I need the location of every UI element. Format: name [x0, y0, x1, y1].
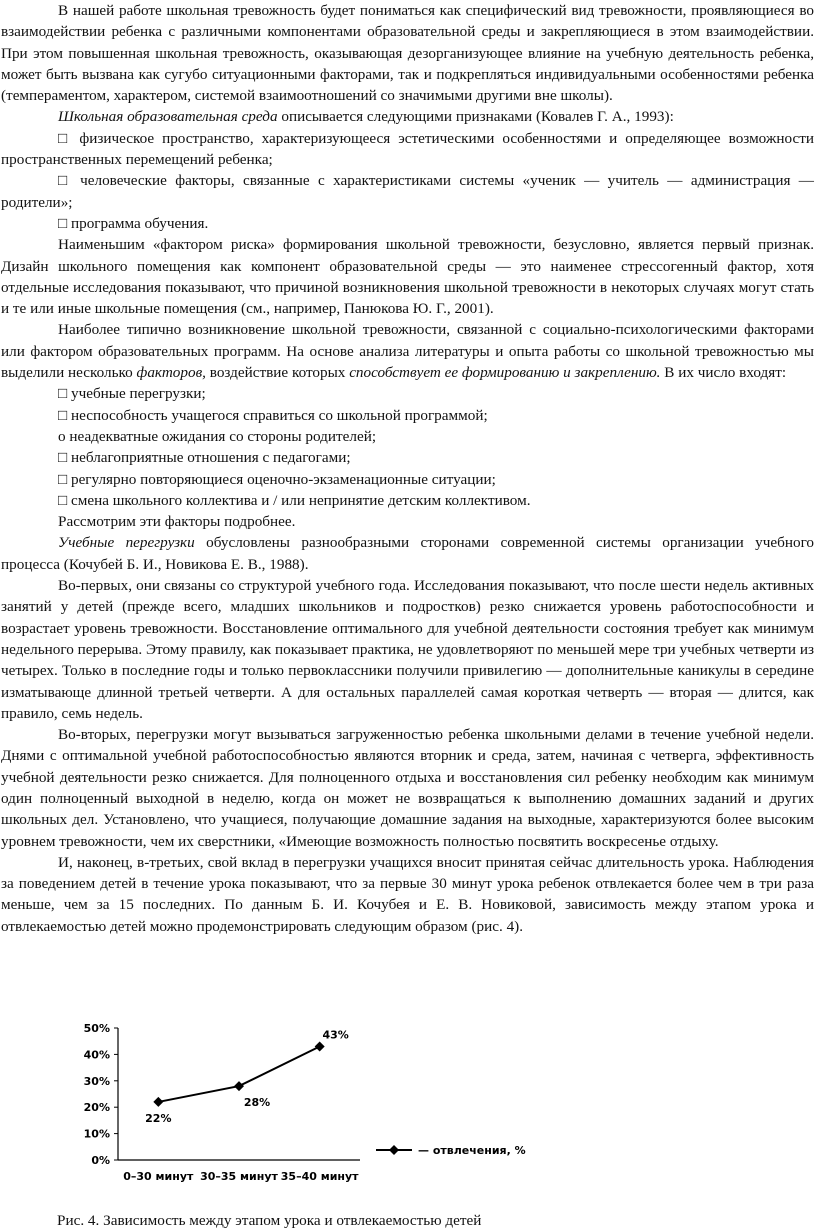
line-chart [70, 1018, 530, 1208]
list2-item-6: □ смена школьного коллектива и / или непринятие детским коллективом. [58, 491, 531, 509]
paragraph-2 [1, 106, 814, 127]
data-point [153, 1097, 163, 1107]
paragraph-6-text: обусловлены разнообразными сторонами современной системы организации учебного процесса (Кочубей Б. И., Новикова Е. В., 1988). [1, 534, 815, 573]
list1-item-3: □ программа обучения. [58, 214, 209, 232]
y-tick-label: 30% [83, 1074, 110, 1088]
data-point [234, 1081, 244, 1091]
paragraph-4-text-c: В их число входят: [660, 364, 787, 382]
list1-item-2: □ человеческие факторы, связанные с характеристиками системы «ученик — учитель — администрация — родители»; [1, 172, 814, 211]
list2-item-2: □ неспособность учащегося справиться со школьной программой; [58, 406, 488, 424]
list2-item-5: □ регулярно повторяющиеся оценочно-экзаменационные ситуации; [58, 470, 496, 488]
paragraph-5: Рассмотрим эти факторы подробнее. [58, 513, 296, 531]
y-tick-label: 0% [91, 1154, 110, 1167]
x-tick-label: 0–30 минут [123, 1170, 194, 1183]
figure-caption: Рис. 4. Зависимость между этапом урока и отвлекаемостью детей [57, 1212, 482, 1229]
legend-label: — отвлечения, % [418, 1144, 526, 1157]
paragraph-7: Во-первых, они связаны со структурой учебного года. Исследования показывают, что после шести недель активных занятий у детей (прежде всего, младших школьников и подростков) резко снижается уровень работоспособности и возрастает уровень тревожности. Восстановление оптимального для учебной деятельности состояния требует как минимум недельного перерыва. Этому правилу, как показывает практика, не удовлетворяют по меньшей мере три учебных четверти из четырех. Только в последние годы и только первоклассники получили привилегию — дополнительные каникулы в середине изматывающе длинной третьей четверти. А для остальных параллелей самая короткая четверть — вторая — длится, как правило, семь недель. [1, 577, 814, 722]
x-tick-label: 35–40 минут [280, 1170, 359, 1183]
y-tick-label: 50% [83, 1022, 110, 1035]
paragraph-4-italic-2: способствует ее формированию и закреплению. [349, 364, 661, 382]
data-label: 28% [243, 1096, 271, 1110]
paragraph-4 [1, 319, 814, 383]
list2-item-3: о неадекватные ожидания со стороны родителей; [58, 427, 377, 445]
list1-item-1: □ физическое пространство, характеризующееся эстетическими особенностями и определяющее возможности пространственных перемещений ребенка; [1, 129, 814, 169]
paragraph-6 [1, 532, 814, 575]
y-tick-label: 40% [83, 1048, 110, 1062]
x-tick-label: 30–35 минут [200, 1170, 278, 1183]
paragraph-4-text-a: Наиболее типично возникновение школьной тревожности, связанной с социально-психологическими факторами или фактором образовательных программ. На основе анализа литературы и опыта работы со школьной тревожностью мы выделили несколько [1, 321, 814, 382]
paragraph-3: Наименьшим «фактором риска» формирования школьной тревожности, безусловно, является первый признак. Дизайн школьного помещения как компонент образовательной среды — это наименее стрессогенный фактор, хотя отдельные исследования показывают, что причиной возникновения школьной тревожности в некоторых случаях могут стать и те или иные школьные помещения (см., например, Панюкова Ю. Г., 2001). [1, 236, 814, 318]
term-school-environment: Школьная образовательная среда [58, 108, 278, 126]
paragraph-1: В нашей работе школьная тревожность будет пониматься как специфический вид тревожности, проявляющиеся во взаимодействии ребенка с различными компонентами образовательной среды и закрепляющиеся в этом взаимодействии. При этом повышенная школьная тревожность, оказывающая дезорганизующее влияние на учебную деятельность ребенка, может быть вызвана как сугубо ситуационными факторами, так и подкрепляться индивидуальными особенностями ребенка (темпераментом, характером, системой взаимоотношений со значимыми другими вне школы). [1, 2, 814, 105]
data-label: 43% [322, 1028, 349, 1042]
paragraph-8: Во-вторых, перегрузки могут вызываться загруженностью ребенка школьными делами в течение учебной недели. Днями с оптимальной учебной работоспособностью являются вторник и среда, затем, начиная с четверга, эффективность учебной деятельности резко снижается. Для полноценного отдыха и восстановления сил ребенку необходим как минимум один полноценный выходной в неделю, когда он может не возвращаться к выполнению домашних заданий и других школьных дел. Установлено, что учащиеся, получающие домашние задания на выходные, характеризуются более высоким уровнем тревожности, чем их сверстники, «Имеющие возможность полностью посвятить воскресенье отдыху. [1, 726, 814, 850]
legend-marker [389, 1145, 399, 1155]
data-point [315, 1041, 325, 1051]
paragraph-4-italic-1: факторов, [136, 364, 206, 382]
term-study-overload: Учебные перегрузки [58, 534, 195, 552]
paragraph-4-text-b: воздействие которых [205, 364, 350, 382]
y-tick-label: 10% [83, 1127, 110, 1141]
paragraph-2-text: описывается следующими признаками (Ковалев Г. А., 1993): [277, 108, 674, 126]
list2-item-4: □ неблагоприятные отношения с педагогами; [58, 449, 351, 467]
series-line [158, 1046, 319, 1101]
list2-item-1: □ учебные перегрузки; [58, 385, 206, 403]
paragraph-9: И, наконец, в-третьих, свой вклад в перегрузки учащихся вносит принятая сейчас длительность урока. Наблюдения за поведением детей в течение урока показывают, что за первые 30 минут урока ребенок отвлекается более чем в три раза меньше, чем за 15 последних. По данным Б. И. Кочубея и Е. В. Новиковой, зависимость между этапом урока и отвлекаемостью детей можно продемонстрировать следующим образом (рис. 4). [1, 853, 814, 935]
y-tick-label: 20% [83, 1101, 110, 1115]
figure-4-chart [70, 1018, 530, 1208]
data-label: 22% [145, 1111, 172, 1125]
